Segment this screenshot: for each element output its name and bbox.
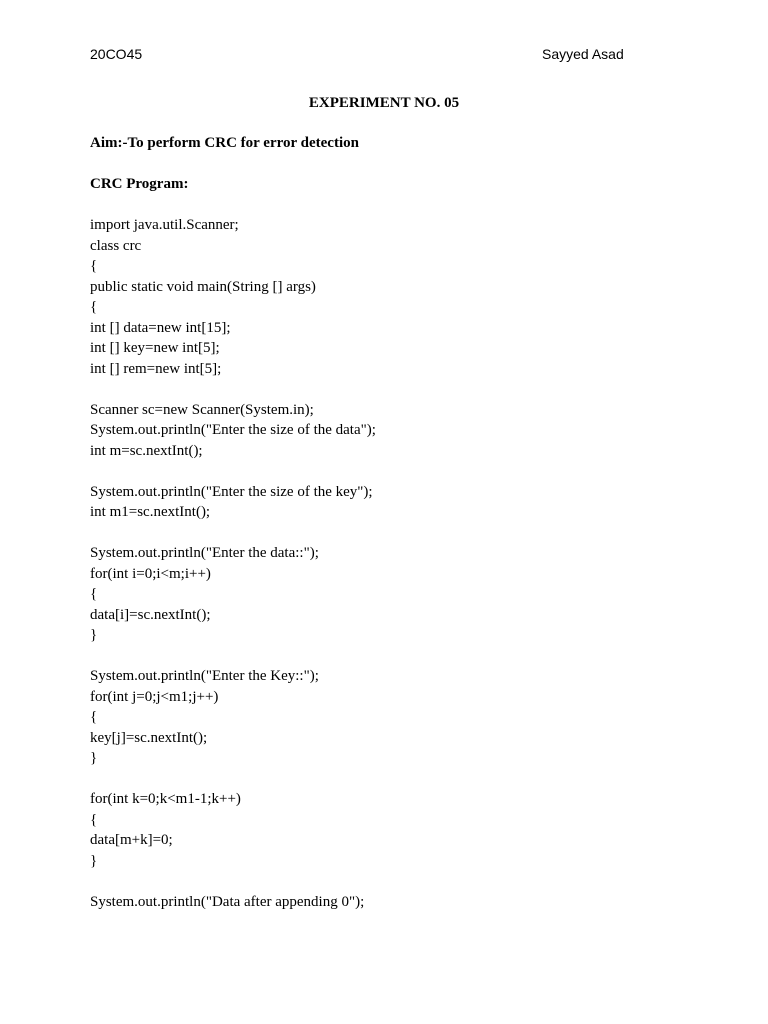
code-block [90, 215, 376, 912]
header-roll-number: 20CO45 [90, 46, 143, 62]
code-line: Scanner sc=new Scanner(System.in); [90, 401, 314, 418]
code-line: { [90, 258, 98, 274]
code-line: { [90, 299, 98, 315]
code-line: int [] data=new int[15]; [90, 319, 231, 336]
code-line: import java.util.Scanner; [90, 217, 239, 233]
code-line: data[i]=sc.nextInt(); [90, 606, 211, 623]
code-line: int [] key=new int[5]; [90, 340, 220, 356]
code-line: } [90, 627, 98, 643]
code-line: public static void main(String [] args) [90, 278, 316, 295]
code-line: int m=sc.nextInt(); [90, 442, 203, 459]
code-line: System.out.println("Enter the Key::"); [90, 668, 319, 684]
page-title: EXPERIMENT NO. 05 [308, 95, 460, 111]
header-author-name: Sayyed Asad [542, 46, 624, 62]
code-line: for(int j=0;j<m1;j++) [90, 688, 219, 705]
code-blank-line [90, 523, 376, 544]
program-label: CRC Program: [90, 176, 189, 192]
code-line: data[m+k]=0; [90, 832, 173, 848]
code-line: } [90, 852, 98, 869]
code-line: int m1=sc.nextInt(); [90, 504, 211, 520]
code-line: } [90, 750, 98, 766]
code-blank-line [90, 379, 376, 400]
aim-statement: Aim:-To perform CRC for error detection [90, 135, 359, 151]
code-line: class crc [90, 237, 142, 254]
code-blank-line [90, 769, 376, 790]
code-blank-line [90, 871, 376, 892]
code-line: for(int i=0;i<m;i++) [90, 565, 211, 582]
code-line: { [90, 709, 98, 725]
code-blank-line [90, 646, 376, 667]
code-blank-line [90, 461, 376, 482]
code-line: System.out.println("Enter the data::"); [90, 545, 319, 561]
code-line: { [90, 811, 98, 828]
code-line: System.out.println("Enter the size of the data"); [90, 422, 376, 438]
code-line: for(int k=0;k<m1-1;k++) [90, 791, 241, 807]
code-line: System.out.println("Data after appending 0"); [90, 893, 365, 910]
code-line: { [90, 586, 98, 602]
code-line: key[j]=sc.nextInt(); [90, 729, 208, 746]
code-line: int [] rem=new int[5]; [90, 360, 222, 377]
code-line: System.out.println("Enter the size of the key"); [90, 483, 373, 500]
